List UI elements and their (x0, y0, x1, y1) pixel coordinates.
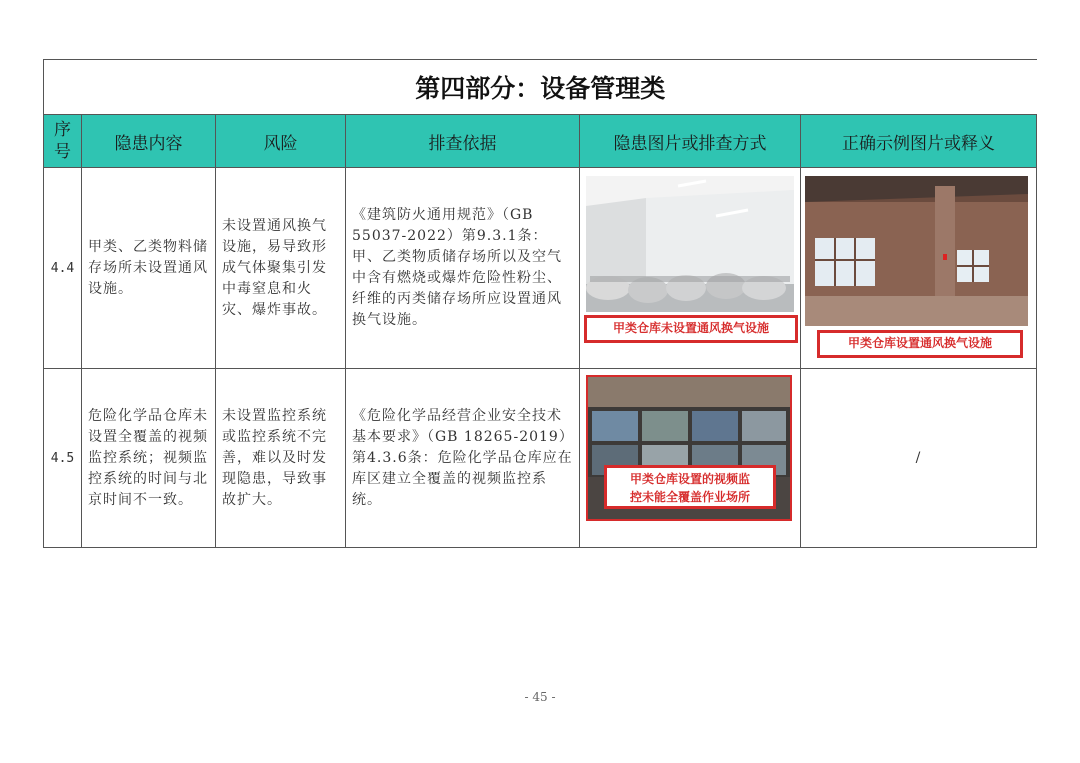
row-hazard: 甲类、乙类物料储存场所未设置通风设施。 (82, 168, 216, 369)
warehouse-interior-image (805, 176, 1028, 326)
row-risk: 未设置通风换气设施，易导致形成气体聚集引发中毒窒息和火灾、爆炸事故。 (216, 168, 346, 369)
correct-example-text: / (801, 369, 1037, 548)
correct-photo-caption: 甲类仓库设置通风换气设施 (817, 330, 1023, 358)
hazard-table (43, 59, 1037, 548)
hazard-photo-cell (580, 168, 801, 369)
hazard-photo-caption: 甲类仓库未设置通风换气设施 (584, 315, 798, 343)
header-hazard: 隐患内容 (82, 115, 216, 168)
warehouse-interior-image (586, 176, 794, 312)
table-row (44, 369, 1037, 548)
header-hazard-image: 隐患图片或排查方式 (580, 115, 801, 168)
warehouse-no-ventilation-photo (586, 176, 794, 312)
table-row (44, 168, 1037, 369)
row-basis: 《建筑防火通用规范》（GB 55037-2022）第9.3.1条：甲、乙类物质储存场所以及空气中含有燃烧或爆炸危险性粉尘、纤维的丙类储存场所应设置通风换气设施。 (346, 168, 580, 369)
header-row (44, 115, 1037, 168)
row-risk: 未设置监控系统或监控系统不完善，难以及时发现隐患，导致事故扩大。 (216, 369, 346, 548)
page-number: - 45 - (524, 690, 556, 704)
hazard-caption-line1: 甲类仓库设置的视频监 (629, 472, 750, 486)
row-basis: 《危险化学品经营企业安全技术基本要求》（GB 18265-2019）第4.3.6条：危险化学品仓库应在库区建立全覆盖的视频监控系统。 (346, 369, 580, 548)
warehouse-with-ventilation-photo (805, 176, 1028, 326)
header-basis: 排查依据 (346, 115, 580, 168)
row-seq: 4.4 (44, 168, 82, 369)
row-hazard: 危险化学品仓库未设置全覆盖的视频监控系统；视频监控系统的时间与北京时间不一致。 (82, 369, 216, 548)
hazard-caption-line2: 控未能全覆盖作业场所 (629, 490, 750, 504)
hazard-photo-cell (580, 369, 801, 548)
section-title: 第四部分：设备管理类 (44, 60, 1037, 115)
header-risk: 风险 (216, 115, 346, 168)
header-seq (44, 115, 82, 168)
header-correct-example: 正确示例图片或释义 (801, 115, 1037, 168)
row-seq: 4.5 (44, 369, 82, 548)
hazard-photo-caption (604, 465, 776, 509)
correct-photo-cell (801, 168, 1037, 369)
header-seq-line1: 序 (54, 120, 71, 140)
header-seq-line2: 号 (54, 142, 71, 162)
